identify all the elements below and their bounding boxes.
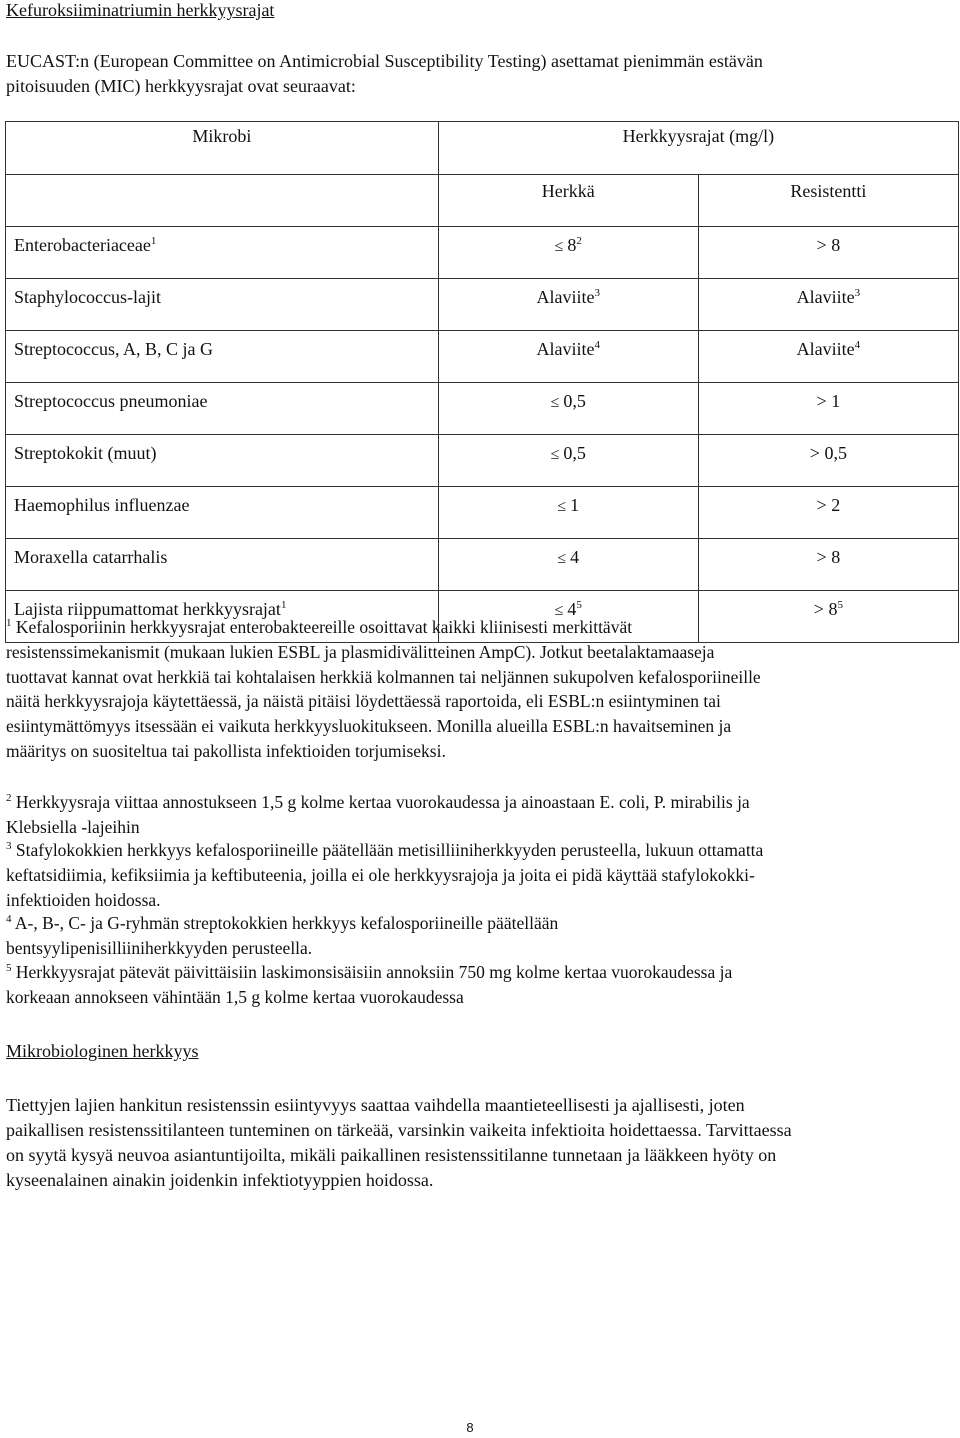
footnote bbox=[6, 911, 950, 961]
resistant-cell: > 0,5 bbox=[698, 435, 958, 487]
footnote-line: $^5$ Herkkyysrajat pätevät päivittäisiin laskimonsisäisiin annoksiin 750 mg kolme kertaa vuorokaudessa ja bbox=[6, 962, 733, 982]
resistant-cell: > $8^5$ bbox=[698, 591, 958, 643]
paragraph-line: kyseenalainen ainakin joidenkin infektiotyyppien hoidossa. bbox=[6, 1170, 434, 1190]
header-empty bbox=[6, 175, 439, 227]
microbe-cell: Moraxella catarrhalis bbox=[6, 539, 439, 591]
section2-title: Mikrobiologinen herkkyys bbox=[6, 1041, 199, 1061]
table-row bbox=[6, 279, 959, 331]
intro-line: pitoisuuden (MIC) herkkyysrajat ovat seuraavat: bbox=[6, 76, 356, 96]
footnote bbox=[6, 790, 950, 840]
resistant-cell: > 1 bbox=[698, 383, 958, 435]
footnote-line: $^4$ A-, B-, C- ja G-ryhmän streptokokkien herkkyys kefalosporiineille päätellään bbox=[6, 913, 559, 933]
less-equal-symbol: ≤ bbox=[557, 550, 567, 567]
intro-line: EUCAST:n (European Committee on Antimicrobial Susceptibility Testing) asettamat pienimmän estävän bbox=[6, 51, 763, 71]
less-equal-symbol: ≤ bbox=[557, 498, 567, 515]
less-equal-symbol: ≤ bbox=[550, 394, 560, 411]
footnote-number: 5 bbox=[6, 962, 12, 975]
less-equal-symbol: ≤ bbox=[554, 602, 564, 619]
less-equal-symbol: ≤ bbox=[550, 446, 560, 463]
footnote bbox=[6, 960, 950, 1010]
footnote-line: keftatsidiimia, kefiksiimia ja keftibuteenia, joilla ei ole herkkyysrajoja ja joita ei pidä käyttää stafylokokki- bbox=[6, 864, 755, 885]
susceptible-cell: Alaviite$^4$ bbox=[438, 331, 698, 383]
section-title: Kefuroksiiminatriumin herkkyysrajat bbox=[6, 0, 275, 20]
section2-paragraph bbox=[6, 1093, 950, 1193]
header-microbe: Mikrobi bbox=[6, 122, 439, 175]
table-row bbox=[6, 435, 959, 487]
footnote-line: $^2$ Herkkyysraja viittaa annostukseen 1,5 g kolme kertaa vuorokaudessa ja ainoastaan E. coli, P. mirabilis ja bbox=[6, 792, 750, 812]
header-susceptible: Herkkä bbox=[438, 175, 698, 227]
footnote-line: määritys on suositeltua tai pakollista infektioiden torjumiseksi. bbox=[6, 740, 446, 761]
table-row bbox=[6, 227, 959, 279]
susceptible-cell: Alaviite$^3$ bbox=[438, 279, 698, 331]
footnote-number: 4 bbox=[6, 913, 12, 926]
microbe-cell: Streptococcus pneumoniae bbox=[6, 383, 439, 435]
less-equal-symbol: ≤ bbox=[554, 238, 564, 255]
table-row bbox=[6, 487, 959, 539]
footnote bbox=[6, 838, 950, 912]
table-row bbox=[6, 331, 959, 383]
microbe-cell: Enterobacteriaceae$^1$ bbox=[6, 227, 439, 279]
page-number: 8 bbox=[466, 1420, 474, 1435]
footnote-line: bentsyylipenisilliiniherkkyyden perusteella. bbox=[6, 937, 313, 958]
paragraph-line: on syytä kysyä neuvoa asiantuntijoilta, mikäli paikallinen resistenssitilanne tunnetaan ja lääkkeen hyöty on bbox=[6, 1145, 777, 1165]
footnote-line: näitä herkkyysrajoja käytettäessä, ja näistä pitäisi löydettäessä raportoida, eli ESBL:n esiintyminen tai bbox=[6, 691, 721, 712]
microbe-cell: Haemophilus influenzae bbox=[6, 487, 439, 539]
footnote-line: infektioiden hoidossa. bbox=[6, 889, 161, 910]
microbe-cell: Staphylococcus-lajit bbox=[6, 279, 439, 331]
susceptible-cell: ≤ 1 bbox=[438, 487, 698, 539]
table-row bbox=[6, 539, 959, 591]
resistant-cell: Alaviite$^3$ bbox=[698, 279, 958, 331]
breakpoint-table bbox=[5, 121, 959, 643]
footnote-line: korkeaan annokseen vähintään 1,5 g kolme kertaa vuorokaudessa bbox=[6, 986, 464, 1007]
table-header-row bbox=[6, 122, 959, 175]
resistant-cell: > 2 bbox=[698, 487, 958, 539]
susceptible-cell: ≤ 4 bbox=[438, 539, 698, 591]
table-subheader-row bbox=[6, 175, 959, 227]
footnote-line: $^3$ Stafylokokkien herkkyys kefalosporiineille päätellään metisilliiniherkkyyden perusteella, lukuun ottamatta bbox=[6, 840, 764, 860]
footnote-line: esiintymättömyys itsessään ei vaikuta herkkyysluokitukseen. Monilla alueilla ESBL:n havaitseminen ja bbox=[6, 716, 732, 737]
intro-paragraph bbox=[6, 49, 950, 99]
footnote-number: 1 bbox=[6, 617, 12, 630]
footnote bbox=[6, 615, 950, 764]
footnote-line: Klebsiella -lajeihin bbox=[6, 816, 140, 837]
header-resistant: Resistentti bbox=[698, 175, 958, 227]
header-breakpoints: Herkkyysrajat (mg/l) bbox=[438, 122, 958, 175]
susceptible-cell: ≤ $8^2$ bbox=[438, 227, 698, 279]
footnote-line: tuottavat kannat ovat herkkiä tai kohtalaisen herkkiä kolmannen tai neljännen sukupolven kefalosporiineille bbox=[6, 666, 761, 687]
susceptible-cell: ≤ 0,5 bbox=[438, 435, 698, 487]
footnote-number: 3 bbox=[6, 840, 12, 853]
paragraph-line: paikallisen resistenssitilanteen tunteminen on tärkeää, varsinkin vaikeita infektioita hoidettaessa. Tarvittaessa bbox=[6, 1120, 792, 1140]
footnote-number: 2 bbox=[6, 792, 12, 805]
microbe-cell: Streptococcus, A, B, C ja G bbox=[6, 331, 439, 383]
paragraph-line: Tiettyjen lajien hankitun resistenssin esiintyvyys saattaa vaihdella maantieteellisesti ja ajallisesti, joten bbox=[6, 1095, 745, 1115]
microbe-cell: Lajista riippumattomat herkkyysrajat$^1$ bbox=[6, 591, 439, 643]
microbe-cell: Streptokokit (muut) bbox=[6, 435, 439, 487]
susceptible-cell: ≤ $4^5$ bbox=[438, 591, 698, 643]
footnote-line: resistenssimekanismit (mukaan lukien ESBL ja plasmidivälitteinen AmpC). Jotkut beetalaktamaaseja bbox=[6, 641, 715, 662]
resistant-cell: > 8 bbox=[698, 539, 958, 591]
susceptible-cell: ≤ 0,5 bbox=[438, 383, 698, 435]
resistant-cell: > 8 bbox=[698, 227, 958, 279]
table-row bbox=[6, 383, 959, 435]
resistant-cell: Alaviite$^4$ bbox=[698, 331, 958, 383]
footnote-line: $^1$ Kefalosporiinin herkkyysrajat enterobakteereille osoittavat kaikki kliinisesti merkittävät bbox=[6, 617, 633, 637]
